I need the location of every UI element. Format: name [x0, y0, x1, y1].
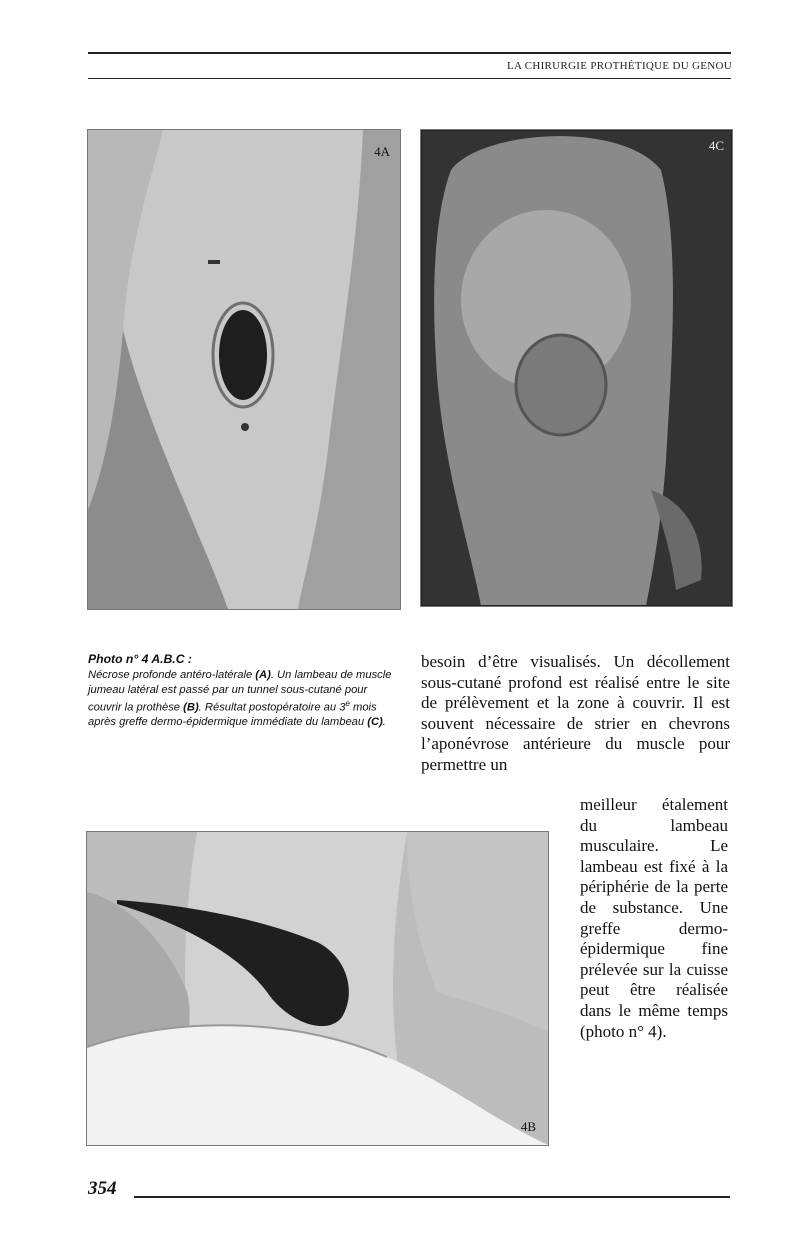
- running-header: LA CHIRURGIE PROTHÉTIQUE DU GENOU: [507, 60, 732, 72]
- photo-4a-label: 4A: [374, 144, 390, 159]
- photo-4a-image: [88, 130, 400, 609]
- photo-4b-label: 4B: [520, 1119, 536, 1134]
- caption-ref-a: (A): [255, 669, 271, 682]
- caption-superscript: e: [345, 699, 350, 709]
- caption-title: Photo n° 4 A.B.C :: [88, 652, 192, 666]
- caption-text: mois après greffe dermo-épidermique immédiate du lambeau: [88, 701, 377, 729]
- photo-caption: [88, 652, 400, 730]
- photo-4c-image: [421, 130, 732, 606]
- photo-4a: [87, 129, 401, 610]
- caption-text: . Résultat postopératoire au 3: [198, 701, 346, 714]
- body-paragraph-2: meilleur étalement du lambeau musculaire. Le lambeau est fixé à la périphérie de la perte de substance. Une greffe dermo-épidermique fine prélevée sur la cuisse peut être réalisée dans le même temps (photo n° 4).: [580, 795, 728, 1041]
- caption-text: . Un lambeau de muscle jumeau latéral est passé par un tunnel sous-cutané pour couvrir la prothèse: [88, 669, 392, 714]
- photo-4c: [420, 129, 733, 607]
- caption-text: .: [382, 716, 386, 729]
- body-paragraph-1: besoin d’être visualisés. Un décollement sous-cutané profond est réalisé entre le site de prélèvement et la zone à couvrir. Il est souvent nécessaire de strier en chevrons l’aponévrose antérieure du muscle pour permettre un: [421, 652, 730, 774]
- caption-ref-b: (B): [183, 701, 199, 714]
- photo-4b: [86, 831, 549, 1146]
- photo-4c-label: 4C: [708, 138, 724, 153]
- caption-text: Nécrose profonde antéro-latérale: [88, 669, 256, 682]
- caption-ref-c: (C): [367, 716, 383, 729]
- photo-4b-image: [87, 832, 548, 1145]
- page-number: 354: [88, 1178, 117, 1199]
- header-bottom-rule: [88, 78, 731, 79]
- footer-rule: [134, 1196, 730, 1198]
- header-top-rule: [88, 52, 731, 54]
